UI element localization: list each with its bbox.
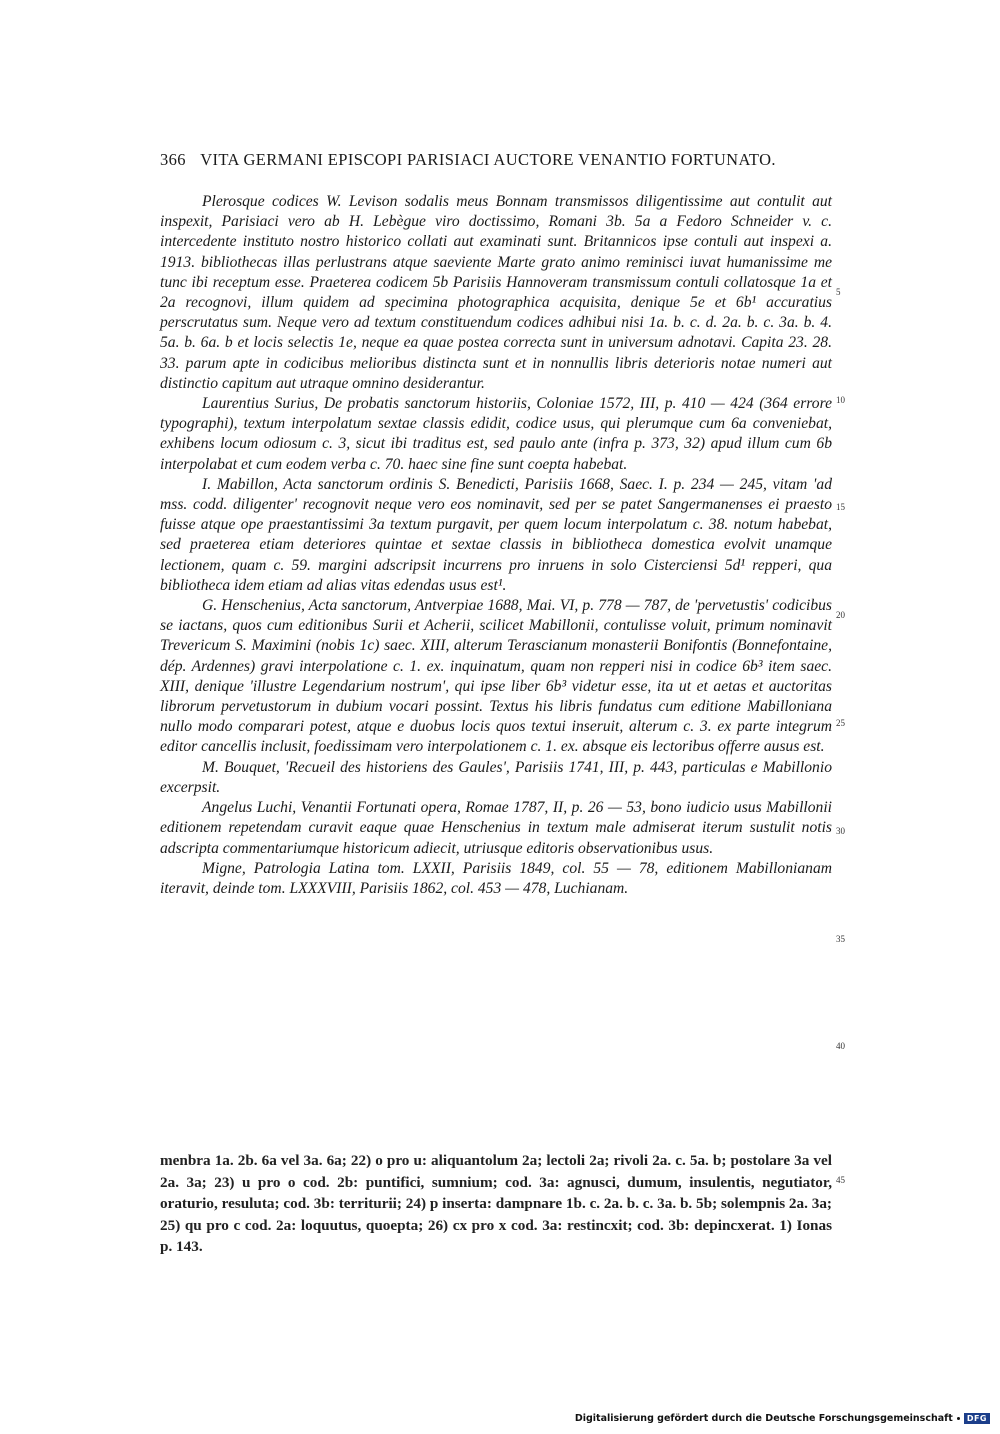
running-title: VITA GERMANI EPISCOPI PARISIACI AUCTORE VENANTIO FORTUNATO.	[200, 150, 776, 169]
line-number: 5	[836, 287, 841, 297]
line-number: 35	[836, 934, 845, 944]
line-number: 10	[836, 395, 845, 405]
line-number: 25	[836, 718, 845, 728]
paragraph-codices: Plerosque codices W. Levison sodalis meus Bonnam transmissos diligentissime aut contulit aut inspexit, Parisiaci vero ab H. Lebègue viro doctissimo, Romani 3b. 5a a Fedoro Schneider v. c. intercedente instituto nostro historico collati aut examinati sunt. Britannicos ipse contuli aut inspexi a. 1913. bibliothecas illas perlustrans atque saeviente Marte grato animo reminisci iuvat humanissime me tunc ibi receptum esse. Praeterea codicem 5b Parisiis Hannoveram transmissum contuli collatosque 1a et 2a recognovi, illum quidem ad specimina photographica acquisita, denique 5e et 6b¹ accuratius perscrutatus sum. Neque vero ad textum constituendum codices adhibui nisi 1a. b. c. d. 2a. b. c. 3a. b. 4. 5a. b. 6a. b et locis selectis 1e, neque ea quae postea correcta sunt in universum adnotavi. Capita 23. 28. 33. parum apte in codicibus melioribus distincta sunt et in nonnullis libris deterioris notae numeri aut distinctio capitum aut utraque omnino desiderantur.	[160, 193, 832, 392]
dfg-logo-icon: DFG	[964, 1413, 990, 1424]
main-text	[160, 192, 832, 899]
paragraph-luchi: Angelus Luchi, Venantii Fortunati opera, Romae 1787, II, p. 26 — 53, bono iudicio usus Mabillonii editionem repetendam curavit eaque quae Henschenius in textum male admiserat iterum sustulit notis adscripta commentariumque historicum adiecit, utriusque editoris observationibus usus.	[160, 799, 832, 857]
separator-dot-icon	[957, 1417, 960, 1420]
line-number: 45	[836, 1175, 845, 1185]
paragraph-mabillon: I. Mabillon, Acta sanctorum ordinis S. Benedicti, Parisiis 1668, Saec. I. p. 234 — 245, vitam 'ad mss. codd. diligenter' recognovit neque vero eos nominavit, sed per se patet Sangermanenses ei praesto fuisse atque ope praestantissimi 3a textum purgavit, per quem locum interpolatum c. 38. notum habebat, sed praeterea etiam deteriores quintae et sextae classis in bibliotheca domestica evolvit unamque lectionem, quam c. 59. margini adscripsit incurrens pro inruens in solo Cisterciensi 5d¹ repperi, qua bibliotheca idem etiam ad alias vitas edendas usus est¹.	[160, 475, 832, 594]
line-number: 30	[836, 826, 845, 836]
footer-text: Digitalisierung gefördert durch die Deutsche Forschungsgemeinschaft	[574, 1413, 953, 1424]
page-number: 366	[160, 150, 186, 169]
paragraph-surius: Laurentius Surius, De probatis sanctorum historiis, Coloniae 1572, III, p. 410 — 424 (364 errore typographi), textum interpolatum sextae classis edidit, codice usus, qui plerumque cum 6a conveniebat, exhibens locum odiosum c. 3, sicut ibi traditus est, sed paulo ante (infra p. 373, 32) apud illum cum 6b interpolabat et cum eodem verba c. 70. haec sine fine sunt coepta habebat.	[160, 395, 832, 473]
footnotes	[160, 1150, 832, 1258]
paragraph-bouquet: M. Bouquet, 'Recueil des historiens des Gaules', Parisiis 1741, III, p. 443, particulas e Mabillonio excerpsit.	[160, 758, 832, 796]
paragraph-henschenius: G. Henschenius, Acta sanctorum, Antverpiae 1688, Mai. VI, p. 778 — 787, de 'pervetustis' codicibus se iactans, quos cum editionibus Surii et Acherii, scilicet Mabillonii, contulisse voluit, primum nominavit Trevericum S. Maximini (nobis 1c) saec. XIII, alterum Terascianum monasterii Bonifontis (Bonnefontaine, dép. Ardennes) gravi interpolatione c. 1. ex. inquinatum, quam non repperi nisi in codice 6b³ item saec. XIII, denique 'illustre Legendarium nostrum', qui ipse liber 6b³ videtur esse, ita ut et aetas et auctoritas librorum pervetustorum in dubium vocari possint. Textus his libris fundatus cum editione Mabilloniana nullo modo comparari potest, atque e duobus locis quos textui inseruit, alterum c. 3. ex parte integrum editor cancellis inclusit, foedissimam vero interpolationem c. 1. ex. absque eis lectoribus offerre ausus est.	[160, 597, 832, 756]
line-number: 20	[836, 610, 845, 620]
line-number: 15	[836, 502, 845, 512]
page-header	[160, 150, 840, 170]
page-footer	[575, 1413, 990, 1424]
footnote-text: menbra 1a. 2b. 6a vel 3a. 6a; 22) o pro u: aliquantolum 2a; lectoli 2a; rivoli 2a. c. 5a. b; postolare 3a vel 2a. 3a; 23) u pro o cod. 2b: puntifici, sumnium; cod. 3a: agnusci, dumum, insulentis, negutiator, oraturio, resuluta; cod. 3b: territurii; 24) p inserta: dampnare 1b. c. 2a. b. c. 3a. b. 5b; solempnis 2a. 3a; 25) qu pro c cod. 2a: loquutus, quoepta; 26) cx pro x cod. 3a: restincxit; cod. 3b: depincxerat. 1) Ionas p. 143.	[160, 1152, 832, 1255]
line-number: 40	[836, 1041, 845, 1051]
paragraph-migne: Migne, Patrologia Latina tom. LXXII, Parisiis 1849, col. 55 — 78, editionem Mabillonianam iteravit, deinde tom. LXXXVIII, Parisiis 1862, col. 453 — 478, Luchianam.	[160, 859, 832, 897]
